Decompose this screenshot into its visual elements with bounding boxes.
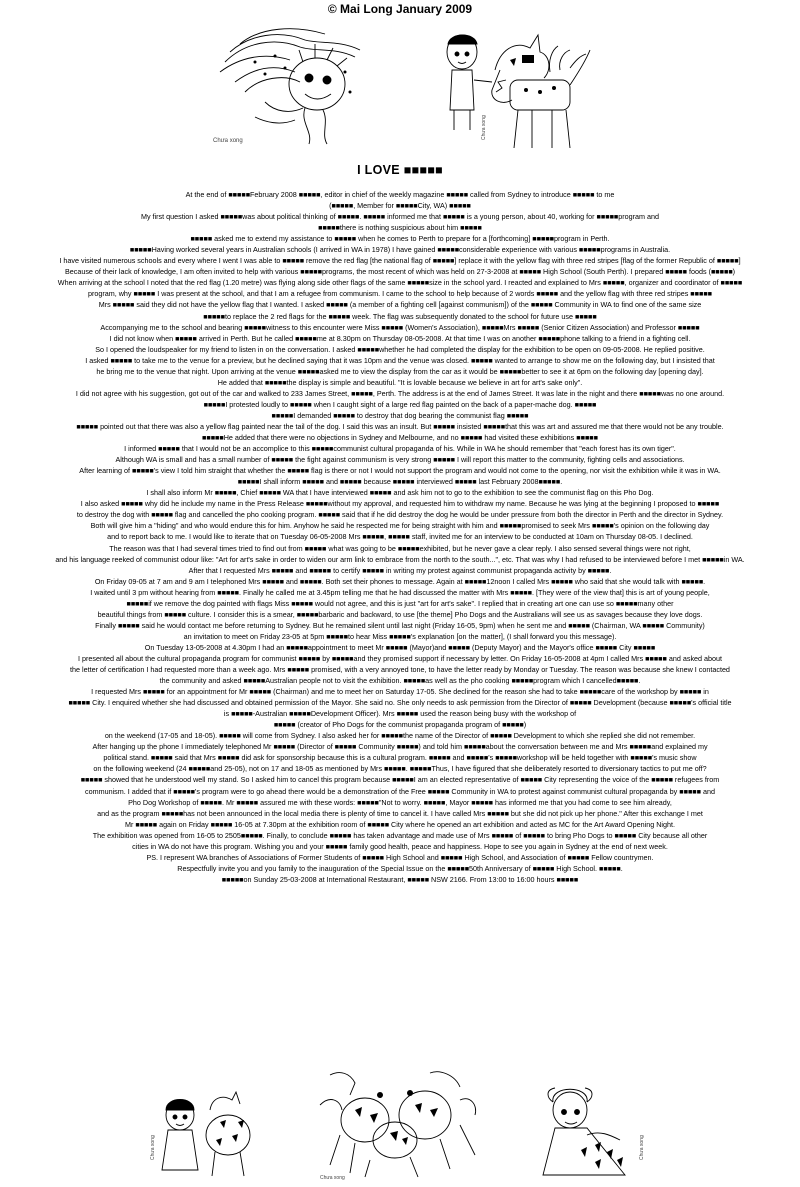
letter-line: he bring me to the venue that night. Upon arriving at the venue ■■■■■asked me to view the display from the car as it would be ■■■■■better to see it at 6pm on the following day [opening day].: [96, 366, 704, 376]
letter-line: After that I requested Mrs ■■■■■ and ■■■■■ to certify ■■■■■ in writing my protest against communist propaganda activity by ■■■■■.: [188, 565, 612, 575]
bottom-center-inscription: Chưa xong: [320, 1175, 345, 1181]
letter-line: ■■■■■to replace the 2 red flags for the ■■■■■ week. The flag was subsequently donated to the school for future use ■■■■■: [203, 311, 597, 321]
girl-in-dress-drawing: [525, 1080, 655, 1180]
page-title: I LOVE ■■■■■: [357, 163, 443, 177]
letter-line: The exhibition was opened from 16-05 to 2505■■■■■. Finally, to conclude ■■■■■ has taken advantage and made use of Mrs ■■■■■ of ■■■■■ to bring Pho Dogs to ■■■■■ City because all other: [92, 830, 708, 840]
letter-line: I did not agree with his suggestion, got out of the car and walked to 233 James Street, ■■■■■, Perth. The address is at the end of James Street. It was late in the night and there ■■■■■was no one around.: [75, 388, 725, 398]
letter-line: (■■■■■, Member for ■■■■■City, WA) ■■■■■: [329, 201, 471, 211]
letter-line: I waited until 3 pm without hearing from ■■■■■. Finally he called me at 3.45pm telling me that he had discussed the matter with Mrs ■■■■■. [They were of the view that] this is art of young people,: [90, 587, 710, 597]
girl-with-dragon-dog-drawing: [440, 30, 595, 155]
bottom-left-inscription: Chưa xong: [150, 1135, 156, 1160]
letter-line: I did not know when ■■■■■ arrived in Perth. But he called ■■■■■me at 8.30pm on Thursday 08-05-2008. At that time I was on another ■■■■■phone talking to a friend in a fighting cell.: [109, 333, 691, 343]
letter-line: I shall also inform Mr ■■■■■, Chief ■■■■■ WA that I have interviewed ■■■■■ and ask him not to go to the exhibition to see the communist flag on this Pho Dog.: [146, 488, 654, 498]
letter-line: After learning of ■■■■■'s view I told him straight that whether the ■■■■■ flag is there or not I would not support the program and would not come to the opening, nor visit the exhibition while it was in WA.: [79, 466, 721, 476]
letter-line: ■■■■■on Sunday 25-03-2008 at International Restaurant, ■■■■■ NSW 2166. From 13:00 to 16:00 hours ■■■■■: [221, 874, 579, 884]
letter-line: on the following weekend (24 ■■■■■and 25-05), not on 17 and 18-05 as mentioned by Mrs ■■■■■. ■■■■■Thus, I have figured that she deliberately resorted to diversionary tactics to put me off?: [93, 764, 707, 774]
letter-line: Respectfully invite you and you family to the inauguration of the Special Issue on the ■■■■■50th Anniversary of ■■■■■ High School. ■■■■■.: [177, 863, 623, 873]
letter-line: is ■■■■■-Australian ■■■■■Development Officer). Mrs ■■■■■ used the reason being busy with the workshop of: [223, 709, 577, 719]
letter-line: ■■■■■if we remove the dog painted with flags Miss ■■■■■ would not agree, and this is just "art for art's sake". I replied that in creating art one can use so ■■■■■many other: [126, 598, 674, 608]
letter-line: He added that ■■■■■the display is simple and beautiful. "It is lovable because we believe in art for art's sake only".: [217, 377, 583, 387]
flying-lion-head-drawing: [205, 22, 370, 147]
letter-line: to destroy the dog with ■■■■■ flag and cancelled the pho cooking program. ■■■■■ said that if he did destroy the dog he would be under pressure from both the director in Perth and the director in Sydney.: [76, 510, 724, 520]
letter-line: Although WA is small and has a small number of ■■■■■ the fight against communism is very strong ■■■■■ I will report this matter to the community, fighting cells and associations.: [115, 455, 685, 465]
letter-line: I have visited numerous schools and every where I went I was able to ■■■■■ remove the red flag [the national flag of ■■■■■] replace it with the yellow flag with three red stripes [flag of the former Republic of ■■■■■]: [59, 256, 741, 266]
letter-line: Finally ■■■■■ said he would contact me before returning to Sydney. But he remained silent until last night (Friday 16-05, 9pm) when he sent me and ■■■■■ (Chairman, WA ■■■■■ Community): [95, 620, 705, 630]
letter-line: I asked ■■■■■ to take me to the venue for a preview, but he declined saying that it was 10pm and the venue was closed. ■■■■■ wanted to arrange to show me on the following day, but I insisted that: [85, 355, 715, 365]
letter-line: on the weekend (17-05 and 18-05). ■■■■■ will come from Sydney. I also asked her for ■■■■■the name of the Director of ■■■■■ Development to which she replied she did not remember.: [104, 731, 696, 741]
letter-line: ■■■■■I protested loudly to ■■■■■ when I caught sight of a large red flag painted on the back of a paper-mache dog. ■■■■■: [203, 399, 597, 409]
letter-body: [2, 189, 798, 885]
letter-line: ■■■■■ (creator of Pho Dogs for the communist propaganda program of ■■■■■): [273, 720, 527, 730]
letter-line: I informed ■■■■■ that I would not be an accomplice to this ■■■■■communist cultural propaganda of his. While in WA he should remember that "each forest has its own tiger".: [124, 444, 676, 454]
letter-line: Pho Dog Workshop of ■■■■■. Mr ■■■■■ assured me with these words: ■■■■■"Not to worry. ■■■■■, Mayor ■■■■■ has informed me that you had come to see him already,: [128, 797, 672, 807]
letter-line: Both will give him a "hiding" and who would endure this for him. Anyhow he said he respected me for being straight with him and ■■■■■promised to seek Mrs ■■■■■'s opinion on the following day: [90, 521, 710, 531]
letter-line: When arriving at the school I noted that the red flag (1.20 metre) was flying along side other flags of the same ■■■■■size in the school yard. I reacted and explained to Mrs ■■■■■, organizer and coordinator of ■■■■■: [57, 278, 743, 288]
letter-line: political stand. ■■■■■ said that Mrs ■■■■■ did ask for sponsorship because this is a cultural program. ■■■■■ and ■■■■■'s ■■■■■workshop will be held together with ■■■■■'s music show: [103, 753, 697, 763]
letter-line: On Tuesday 13-05-2008 at 4.30pm I had an ■■■■■appointment to meet Mr ■■■■■ (Mayor)and ■■■■■ (Deputy Mayor) and the Mayor's office ■■■■■ City ■■■■■: [144, 642, 656, 652]
letter-line: ■■■■■I demanded ■■■■■ to destroy that dog bearing the communist flag ■■■■■: [271, 410, 529, 420]
letter-line: an invitation to meet on Friday 23-05 at 5pm ■■■■■to hear Miss ■■■■■'s explanation [on the matter], (I shall forward you this message).: [183, 631, 617, 641]
letter-line: So I opened the loudspeaker for my friend to listen in on the conversation. I asked ■■■■■whether he had completed the display for the exhibition to be open on 09-05-2008. He replied positive.: [95, 344, 705, 354]
letter-line: The reason was that I had several times tried to find out from ■■■■■ what was going to be ■■■■■exhibited, but he never gave a clear reply. I also sensed several things were not right,: [109, 543, 691, 553]
letter-line: ■■■■■ asked me to extend my assistance to ■■■■■ when he comes to Perth to prepare for a [forthcoming] ■■■■■program in Perth.: [190, 234, 610, 244]
copyright-header: © Mai Long January 2009: [327, 2, 473, 16]
letter-line: Accompanying me to the school and bearing ■■■■■witness to this encounter were Miss ■■■■■ (Women's Association), ■■■■■Mrs ■■■■■ (Senior Citizen Association) and Professor ■■■■■: [100, 322, 700, 332]
letter-line: Mrs ■■■■■ said they did not have the yellow flag that I wanted. I asked ■■■■■ (a member of a fighting cell [against communism]) of the ■■■■■ Community in WA to find one of the same size: [98, 300, 702, 310]
letter-line: beautiful things from ■■■■■ culture. I consider this is a smear, ■■■■■barbaric and backward, to use [the theme] Pho Dogs and the Australians will see us as savages because they love dogs.: [97, 609, 703, 619]
letter-line: My first question I asked ■■■■■was about political thinking of ■■■■■. ■■■■■ informed me that ■■■■■ is a young person, about 40, working for ■■■■■program and: [140, 212, 660, 222]
letter-line: communism. I added that if ■■■■■'s program were to go ahead there would be a demonstration of the Free ■■■■■ Community in WA to protest against communist cultural propaganda by ■■■■■ and: [85, 786, 715, 796]
letter-line: Because of their lack of knowledge, I am often invited to help with various ■■■■■programs, the most recent of which was held on 27-3-2008 at ■■■■■ High School (South Perth). I prepared ■■■■■ foods (■■■■■): [64, 267, 736, 277]
letter-line: ■■■■■ pointed out that there was also a yellow flag painted near the tail of the dog. I said this was an insult. But ■■■■■ insisted ■■■■■that this was art and assured me that there would not be any trouble.: [76, 421, 724, 431]
dragon-dog-pack-drawing: [310, 1065, 485, 1183]
letter-line: After hanging up the phone I immediately telephoned Mr ■■■■■ (Director of ■■■■■ Community ■■■■■) and told him ■■■■■about the conversation between me and Mrs ■■■■■and explained my: [92, 742, 708, 752]
letter-line: ■■■■■I shall inform ■■■■■ and ■■■■■ because ■■■■■ interviewed ■■■■■ last February 2008■■■■■.: [237, 477, 563, 487]
letter-line: ■■■■■there is nothing suspicious about him ■■■■■: [318, 223, 482, 233]
letter-line: I presented all about the cultural propaganda program for communist ■■■■■ by ■■■■■and they promised support if necessary by letter. On Friday 16-05-2008 at 4pm I called Mrs ■■■■■ and asked about: [77, 653, 723, 663]
letter-line: Mr ■■■■■ again on Friday ■■■■■ 16-05 at 7.30pm at the exhibition room of ■■■■■ City where he opened an art exhibition and acted as MC for the Art Award Opening Night.: [124, 819, 676, 829]
letter-line: ■■■■■He added that there were no objections in Sydney and Melbourne, and no ■■■■■ had visited these exhibitions ■■■■■: [202, 433, 598, 443]
letter-line: and to report back to me. I would like to iterate that on Tuesday 06-05-2008 Mrs ■■■■■, ■■■■■ staff, invited me for an interview to be conducted at 10am on Thursday 08-05. I declined.: [107, 532, 693, 542]
letter-line: and his language reeked of communist odour like: "Art for art's sake in order to widen our arm link to embrace from the north to the south...", etc. That was why I had refused to be interviewed before I met ■■■■■in WA.: [55, 554, 745, 564]
letter-line: At the end of ■■■■■February 2008 ■■■■■, editor in chief of the weekly magazine ■■■■■ called from Sydney to introduce ■■■■■ to me: [185, 190, 615, 199]
letter-line: the community and asked ■■■■■Australian people not to visit the exhibition. ■■■■■as well as the pho cooking ■■■■■program which I cancelled■■■■■.: [159, 676, 641, 686]
letter-line: ■■■■■Having worked several years in Australian schools (I arrived in WA in 1978) I have gained ■■■■■considerable experience with various ■■■■■programs in Australia.: [129, 245, 671, 255]
letter-line: ■■■■■ City. I enquired whether she had discussed and obtained permission of the Mayor. She said no. She only needs to ask permission from the Director of ■■■■■ Development (because ■■■■■'s official title: [68, 698, 732, 708]
top-left-inscription: Chưa xong: [213, 138, 243, 144]
letter-line: program, why ■■■■■ I was present at the school, and that I am a refugee from communism. I came to the school to help because of 2 words ■■■■■ and the yellow flag with three red stripes ■■■■■: [87, 289, 713, 299]
letter-line: I requested Mrs ■■■■■ for an appointment for Mr ■■■■■ (Chairman) and me to meet her on Saturday 17-05. She declined for the reason she had to take ■■■■■care of the workshop by ■■■■■ in: [91, 687, 709, 697]
letter-line: ■■■■■ showed that he understood well my stand. So I asked him to cancel this program because ■■■■■I am an elected representative of ■■■■■ City representing the voice of the ■■■■■ refugees from: [80, 775, 720, 785]
top-right-inscription: Chưa xong: [481, 115, 487, 140]
letter-line: PS. I represent WA branches of Associations of Former Students of ■■■■■ High School and ■■■■■ High School, and Association of ■■■■■ Fellow countrymen.: [146, 852, 654, 862]
letter-line: cities in WA do not have this program. Wishing you and your ■■■■■ family good health, peace and happiness. Hope to see you again in Sydney at the end of next week.: [132, 841, 668, 851]
girl-with-dog-drawing: [140, 1090, 270, 1180]
letter-line: and as the program ■■■■■has not been announced in the local media there is plenty of time to cancel it. I have called Mrs ■■■■■ but she did not pick up her phone." After this exchange I met: [97, 808, 703, 818]
letter-line: On Friday 09-05 at 7 am and 9 am I telephoned Mrs ■■■■■ and ■■■■■. Both set their phones to message. Again at ■■■■■12noon I called Mrs ■■■■■ who said that she would talk with ■■■■■.: [94, 576, 706, 586]
letter-line: the letter of certification I had requested more than a week ago. Mrs ■■■■■ promised, with a very annoyed tone, to have the letter ready by Monday or Tuesday. The reason was because she knew I contacted: [70, 665, 730, 675]
letter-line: I also asked ■■■■■ why did he include my name in the Press Release ■■■■■without my approval, and requested him to withdraw my name. Because he was lying at the beginning I proposed to ■■■■■: [80, 499, 720, 509]
bottom-right-inscription: Chưa xong: [639, 1135, 645, 1160]
